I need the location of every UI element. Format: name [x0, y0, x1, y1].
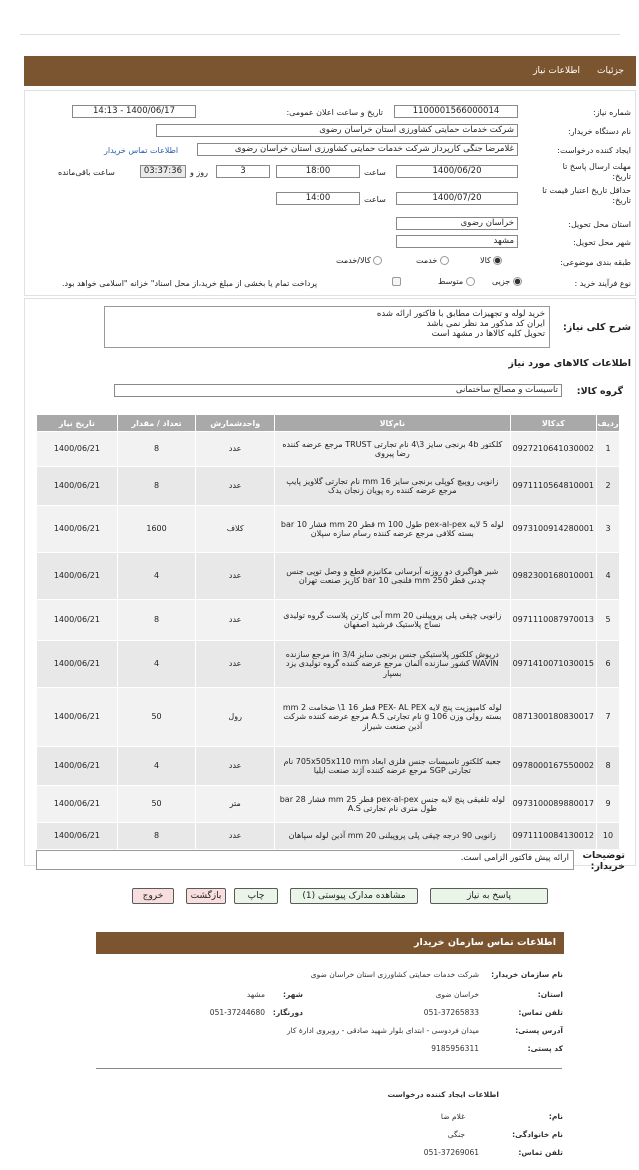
- need-no-label: شماره نیاز:: [593, 108, 631, 117]
- row-name: درپوش کلکتور پلاستیکی جنس برنجی سایز 3/4 in مرجع سازنده WAVIN کشور سازنده آلمان مرجع عرضه کننده گروه تولیدی یزد بسپار: [275, 641, 510, 687]
- col-code: کدکالا: [511, 415, 596, 431]
- contact-postal-value: 9185956311: [431, 1044, 479, 1053]
- table-row: [37, 747, 619, 785]
- row-date: 1400/06/21: [37, 553, 117, 599]
- creator-phone-label: تلفن تماس:: [518, 1148, 563, 1157]
- row-unit: عدد: [196, 641, 274, 687]
- row-date: 1400/06/21: [37, 467, 117, 505]
- row-index: 1: [597, 432, 619, 466]
- validity-date-field[interactable]: 1400/07/20: [396, 192, 518, 205]
- contact-divider: [96, 1068, 562, 1069]
- validity-time-label: ساعت: [364, 195, 386, 204]
- description-line-3: تحویل کلیه کالاها در مشهد است: [431, 329, 545, 339]
- row-index: 9: [597, 786, 619, 822]
- table-row: [37, 823, 619, 849]
- exit-button[interactable]: خروج: [132, 888, 174, 904]
- goods-group-field[interactable]: تاسیسات و مصالح ساختمانی: [114, 384, 562, 397]
- table-row: [37, 506, 619, 552]
- org-label: نام سازمان خریدار:: [491, 970, 563, 979]
- buyer-notes-textarea[interactable]: ارائه پیش فاکتور الزامی است.: [36, 850, 574, 870]
- row-qty: 50: [118, 688, 196, 746]
- category-goods[interactable]: کالا: [480, 256, 502, 265]
- row-index: 6: [597, 641, 619, 687]
- row-unit: رول: [196, 688, 274, 746]
- creator-family-label: نام خانوادگی:: [512, 1130, 563, 1139]
- category-goods-service[interactable]: کالا/خدمت: [336, 256, 382, 265]
- contact-header: [96, 932, 564, 954]
- announce-field[interactable]: 1400/06/17 - 14:13: [72, 105, 196, 118]
- contact-title: اطلاعات تماس سازمان خریدار: [413, 937, 556, 948]
- reply-button[interactable]: پاسخ به نیاز: [430, 888, 548, 904]
- goods-table: [36, 414, 620, 850]
- attachments-button[interactable]: مشاهده مدارک پیوستی (1): [290, 888, 418, 904]
- row-qty: 4: [118, 553, 196, 599]
- row-code: 0971410071030015: [511, 641, 596, 687]
- radio-goods[interactable]: [493, 256, 502, 265]
- row-code: 0927210641030002: [511, 432, 596, 466]
- category-service[interactable]: خدمت: [416, 256, 449, 265]
- row-name: زانویی 90 درجه چپقی پلی پروپیلنی 20 mm آذین لوله سپاهان: [275, 823, 510, 849]
- row-index: 7: [597, 688, 619, 746]
- creator-phone-value: 051-37269061: [423, 1148, 479, 1157]
- city-field[interactable]: مشهد: [396, 235, 518, 248]
- buyer-contact-link[interactable]: اطلاعات تماس خریدار: [104, 146, 179, 155]
- row-date: 1400/06/21: [37, 641, 117, 687]
- row-index: 4: [597, 553, 619, 599]
- row-name: لوله 5 لایه pex-al-pex طول 100 m قطر 20 mm فشار 10 bar بسته کلافی مرجع عرضه کننده رسام سازه سپلان: [275, 506, 510, 552]
- description-line-1: خرید لوله و تجهیزات مطابق با فاکتور ارائه شده: [376, 309, 545, 319]
- goods-group-label: گروه کالا:: [576, 386, 623, 397]
- creator-name-value: غلام ضا: [440, 1112, 465, 1121]
- row-code: 0973100914280001: [511, 506, 596, 552]
- province-label: استان محل تحویل:: [568, 220, 631, 229]
- row-unit: عدد: [196, 553, 274, 599]
- row-name: کلکتور 4b برنجی سایز 3\4 نام تجارتی TRUST مرجع عرضه کننده رضا پیروی: [275, 432, 510, 466]
- process-label: نوع فرآیند خرید :: [574, 279, 631, 288]
- table-row: [37, 432, 619, 466]
- validity-time-field[interactable]: 14:00: [276, 192, 360, 205]
- remaining-time: 03:37:36: [140, 165, 186, 178]
- row-code: 0971110087970013: [511, 600, 596, 640]
- row-index: 3: [597, 506, 619, 552]
- validity-label: حداقل تاریخ اعتبار قیمت تا تاریخ:: [542, 186, 631, 205]
- table-row: [37, 688, 619, 746]
- treasury-note: پرداخت تمام یا بخشی از مبلغ خرید،از محل اسناد" خزانه "اسلامی خواهد بود.: [62, 279, 318, 288]
- need-no-field[interactable]: 1100001566000014: [394, 105, 518, 118]
- row-qty: 50: [118, 786, 196, 822]
- row-code: 0982300168010001: [511, 553, 596, 599]
- contact-phone-value: 051-37265833: [423, 1008, 479, 1017]
- row-index: 2: [597, 467, 619, 505]
- back-button[interactable]: بازگشت: [186, 888, 226, 904]
- province-field[interactable]: خراسان رضوی: [396, 217, 518, 230]
- row-name: زانویی چپقی پلی پروپیلنی 20 mm آبی کارتن پلاست گروه تولیدی نساج پلاستیک فرشید اصفهان: [275, 600, 510, 640]
- row-date: 1400/06/21: [37, 786, 117, 822]
- row-name: لوله کامپوزیت پنج لایه PEX- AL PEX قطر 16 1\ ضخامت 2 mm بسته رولی وزن 106 g نام تجارتی A.S مرجع عرضه کننده شرکت آذین صنعت شیراز: [275, 688, 510, 746]
- contact-postal-label: کد پستی:: [527, 1044, 563, 1053]
- radio-goods-service[interactable]: [373, 256, 382, 265]
- creator-name-label: نام:: [548, 1112, 563, 1121]
- contact-fax-value: 051-37244680: [209, 1008, 265, 1017]
- deadline-time-label: ساعت: [364, 168, 386, 177]
- city-label: شهر محل تحویل:: [573, 238, 631, 247]
- announce-label: تاریخ و ساعت اعلان عمومی:: [286, 108, 383, 117]
- contact-phone-label: تلفن تماس:: [518, 1008, 563, 1017]
- radio-service[interactable]: [440, 256, 449, 265]
- row-unit: متر: [196, 786, 274, 822]
- radio-medium[interactable]: [466, 277, 475, 286]
- row-qty: 8: [118, 823, 196, 849]
- days-label: روز و: [190, 168, 208, 177]
- process-medium[interactable]: متوسط: [438, 277, 475, 286]
- row-code: 0971110564810001: [511, 467, 596, 505]
- days-field[interactable]: 3: [216, 165, 270, 178]
- remaining-label: ساعت باقی‌مانده: [58, 168, 115, 177]
- contact-address-value: میدان فردوسی - ابتدای بلوار شهید صادقی - روبروی ادارۀ کار: [286, 1026, 479, 1035]
- row-unit: کلاف: [196, 506, 274, 552]
- row-date: 1400/06/21: [37, 600, 117, 640]
- row-name: لوله تلفیقی پنج لایه جنس pex-al-pex قطر 25 mm فشار 28 bar طول متری نام تجارتی A.S: [275, 786, 510, 822]
- tab-info[interactable]: اطلاعات نیاز: [533, 66, 580, 76]
- row-index: 10: [597, 823, 619, 849]
- row-index: 5: [597, 600, 619, 640]
- contact-city-label: شهر:: [283, 990, 303, 999]
- category-label: طبقه بندی موضوعی:: [560, 258, 631, 267]
- goods-title: اطلاعات کالاهای مورد نیاز: [508, 358, 631, 369]
- row-name: زانویی روپیچ کوپلی برنجی سایز 16 mm نام تجارتی گلاویز پایپ مرجع عرضه کننده ره پویان زنجان یدک: [275, 467, 510, 505]
- row-date: 1400/06/21: [37, 823, 117, 849]
- row-unit: عدد: [196, 823, 274, 849]
- buyer-field[interactable]: شرکت خدمات حمایتی کشاورزی استان خراسان رضوی: [156, 124, 518, 137]
- contact-province-label: استان:: [537, 990, 563, 999]
- row-unit: عدد: [196, 467, 274, 505]
- process-small[interactable]: جزیی: [492, 277, 522, 286]
- contact-province-value: خراسان ضوی: [435, 990, 479, 999]
- tab-details[interactable]: جزئیات: [597, 66, 624, 76]
- row-date: 1400/06/21: [37, 747, 117, 785]
- row-qty: 8: [118, 432, 196, 466]
- row-name: جعبه کلکتور تاسیسات جنس فلزی ابعاد 705x505x110 mm نام تجارتی SGP مرجع عرضه کننده آژند صنعت ایلیا: [275, 747, 510, 785]
- creator-family-value: جنگی: [447, 1130, 465, 1139]
- col-qty: تعداد / مقدار: [118, 415, 196, 431]
- row-qty: 8: [118, 600, 196, 640]
- contact-address-label: آدرس پستی:: [515, 1026, 563, 1035]
- deadline-label: مهلت ارسال پاسخ تا تاریخ:: [562, 162, 631, 181]
- row-unit: عدد: [196, 432, 274, 466]
- row-qty: 8: [118, 467, 196, 505]
- col-name: نام‌کالا: [275, 415, 510, 431]
- description-label: شرح کلی نیاز:: [562, 322, 631, 333]
- creator-label: ایجاد کننده درخواست:: [557, 146, 631, 155]
- row-qty: 4: [118, 641, 196, 687]
- description-line-2: ایران کد مذکور مد نظر نمی باشد: [426, 319, 545, 329]
- table-row: [37, 467, 619, 505]
- treasury-checkbox[interactable]: [392, 277, 401, 286]
- radio-small[interactable]: [513, 277, 522, 286]
- table-row: [37, 600, 619, 640]
- contact-fax-label: دورنگار:: [272, 1008, 303, 1017]
- deadline-time-field[interactable]: 18:00: [276, 165, 360, 178]
- col-index: ردیف: [597, 415, 619, 431]
- contact-city-value: مشهد: [246, 990, 265, 999]
- row-unit: عدد: [196, 747, 274, 785]
- row-qty: 4: [118, 747, 196, 785]
- row-name: شیر هواگیری دو روزنه آبرسانی مکانیزم قطع و وصل توپی جنس چدنی قطر 250 mm فلنجی 10 bar کاریز صنعت تهران: [275, 553, 510, 599]
- creator-section-title: اطلاعات ایجاد کننده درخواست: [387, 1090, 499, 1099]
- col-unit: واحدشمارش: [196, 415, 274, 431]
- row-date: 1400/06/21: [37, 688, 117, 746]
- tab-bar: [24, 56, 636, 86]
- print-button[interactable]: چاپ: [234, 888, 278, 904]
- table-row: [37, 553, 619, 599]
- description-textarea[interactable]: [104, 306, 550, 348]
- row-index: 8: [597, 747, 619, 785]
- table-row: [37, 641, 619, 687]
- row-code: 0971110084130012: [511, 823, 596, 849]
- deadline-date-field[interactable]: 1400/06/20: [396, 165, 518, 178]
- row-code: 0973100089880017: [511, 786, 596, 822]
- row-date: 1400/06/21: [37, 432, 117, 466]
- buyer-notes-label: توضیحات خریدار:: [582, 850, 625, 872]
- table-row: [37, 786, 619, 822]
- row-code: 0871300180830017: [511, 688, 596, 746]
- org-value: شرکت خدمات حمایتی کشاورزی استان خراسان ضوی: [310, 970, 479, 979]
- top-divider: [20, 34, 620, 35]
- creator-field[interactable]: غلامرضا جنگی کارپرداز شرکت خدمات حمایتی کشاورزی استان خراسان رضوی: [197, 143, 518, 156]
- col-date: تاریخ نیاز: [37, 415, 117, 431]
- row-qty: 1600: [118, 506, 196, 552]
- buyer-label: نام دستگاه خریدار:: [568, 127, 631, 136]
- row-date: 1400/06/21: [37, 506, 117, 552]
- row-code: 0978000167550002: [511, 747, 596, 785]
- row-unit: عدد: [196, 600, 274, 640]
